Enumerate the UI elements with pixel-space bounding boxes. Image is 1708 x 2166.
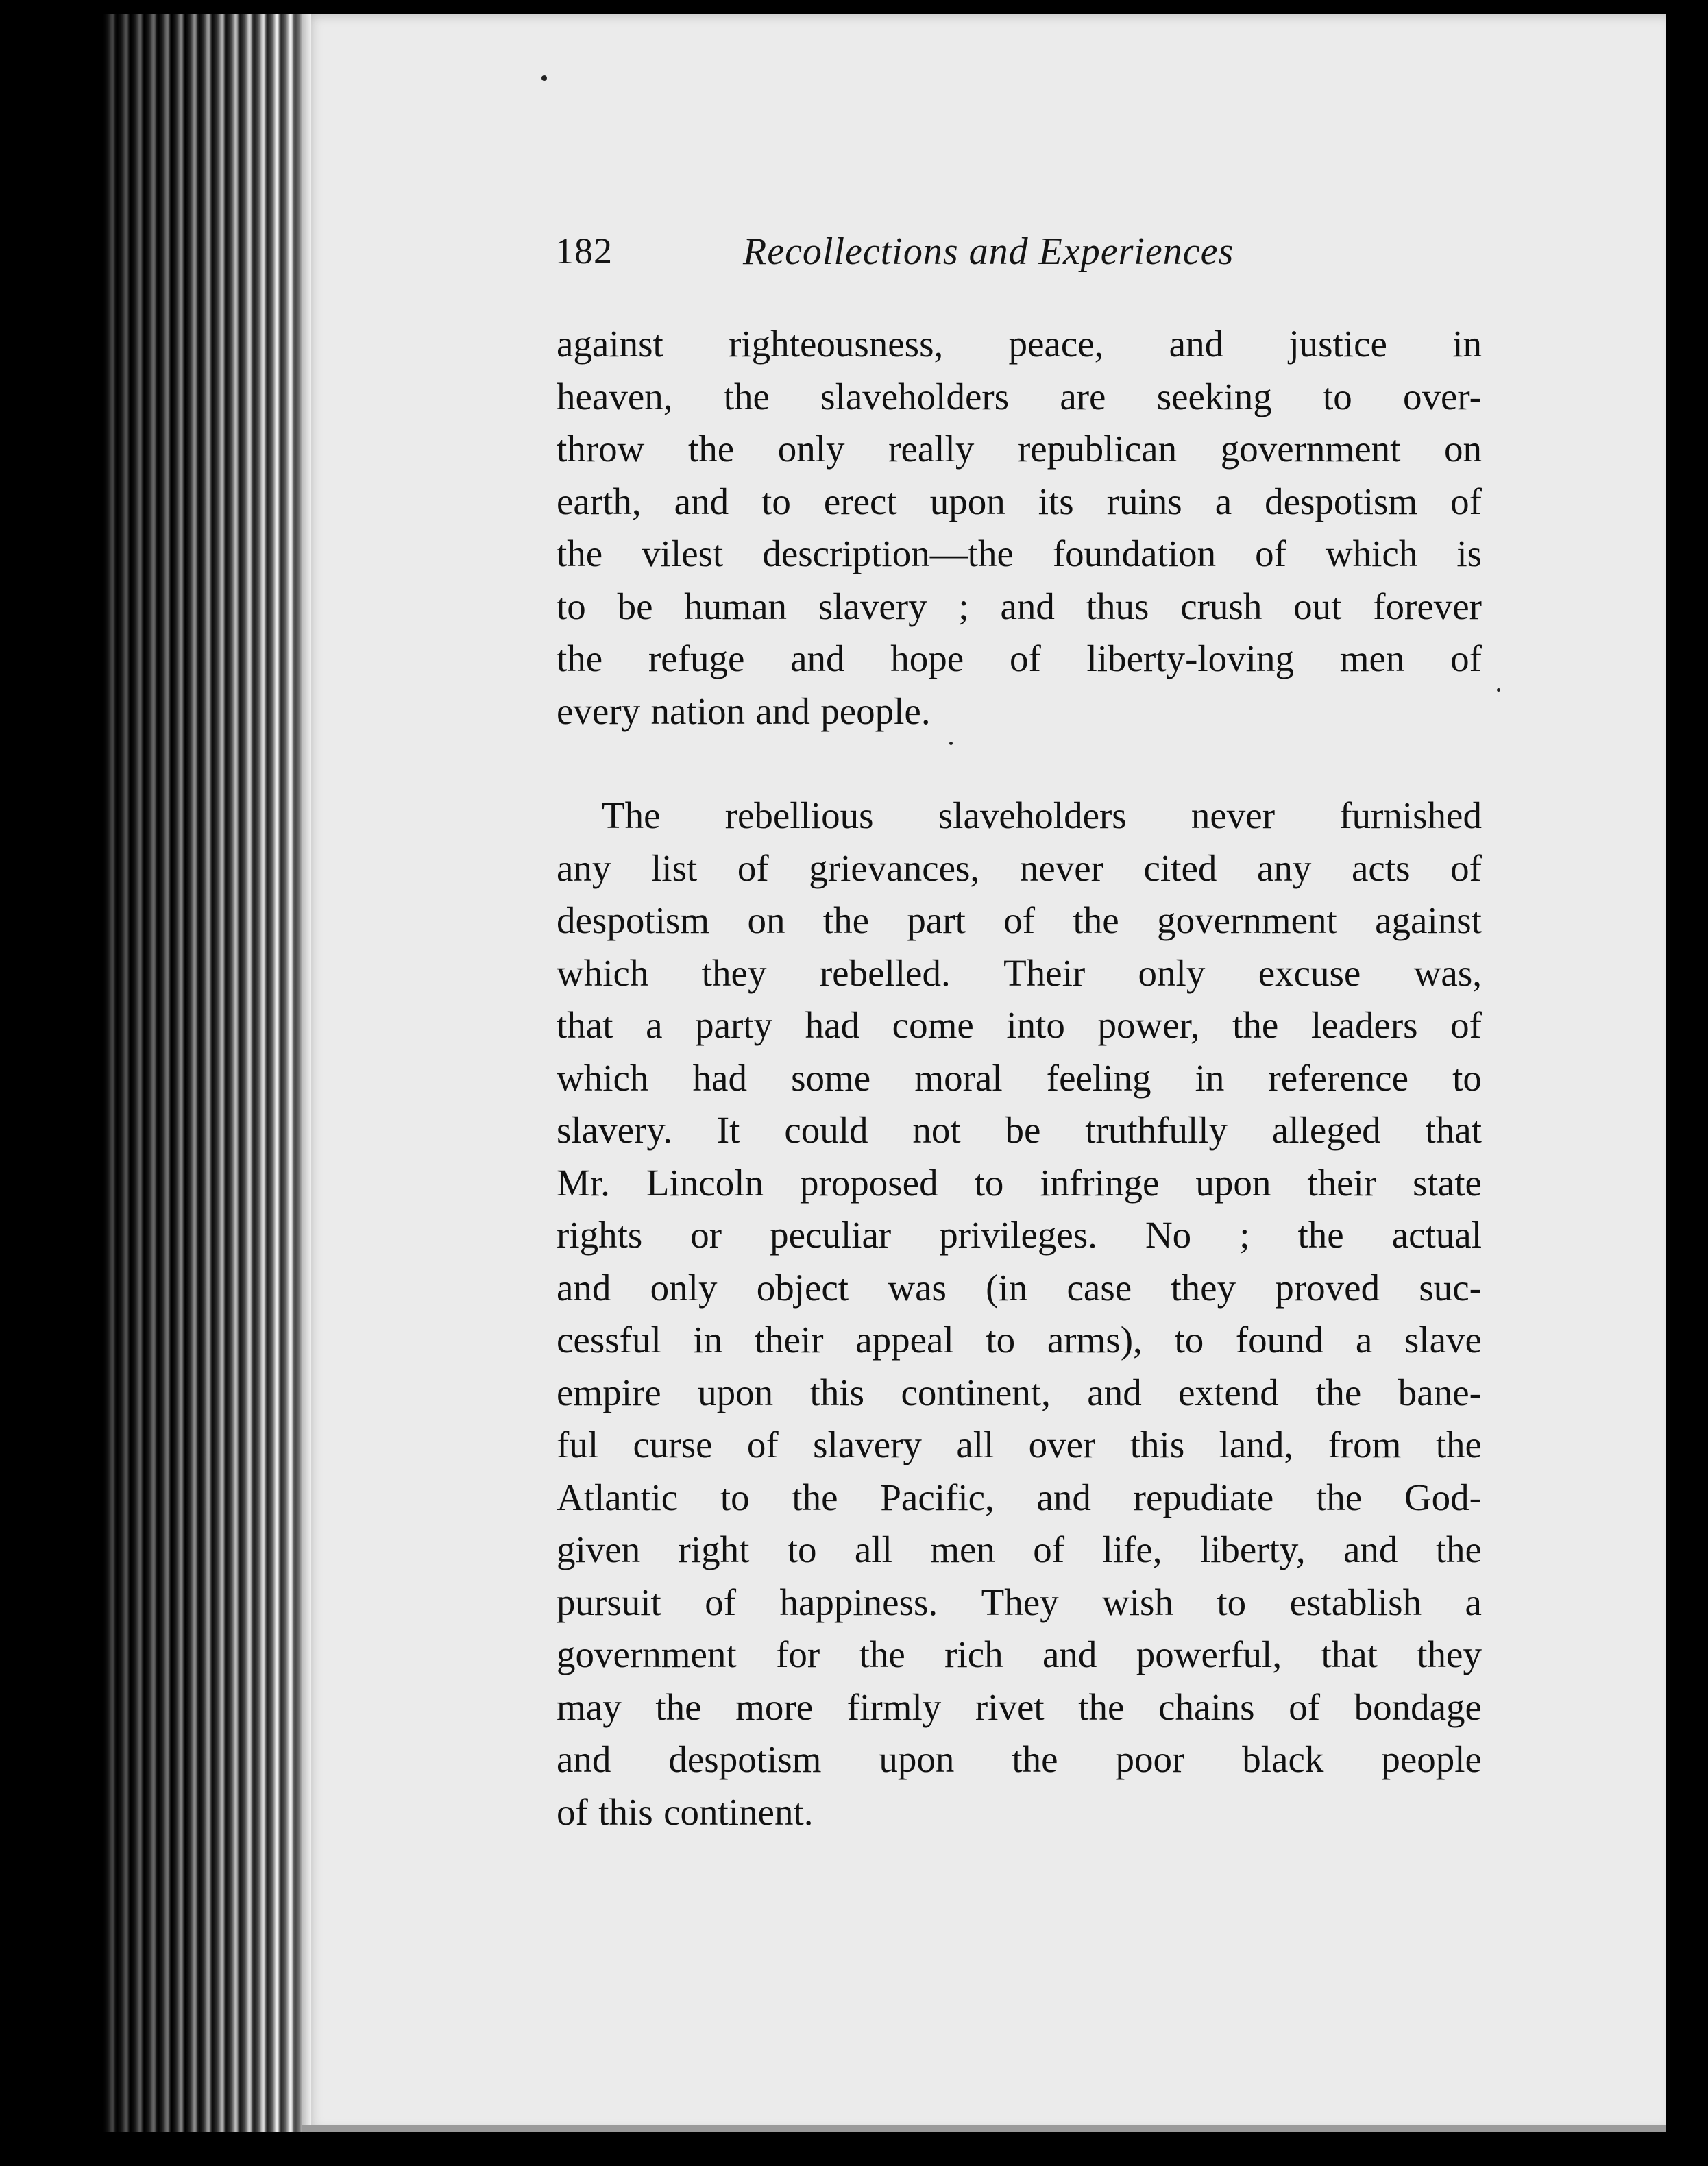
text-line: heaven, the slaveholders are seeking to over-: [557, 375, 1482, 417]
scan-speck: [541, 75, 547, 81]
running-title: Recollections and Experiences: [743, 230, 1234, 273]
text-line: the vilest description—the foundation of which is: [557, 533, 1482, 574]
body-text: [557, 318, 1482, 1838]
text-line: every nation and people.: [557, 690, 931, 732]
text-line: any list of grievances, never cited any acts of: [557, 847, 1482, 889]
text-line: given right to all men of life, liberty, and the: [557, 1529, 1482, 1570]
text-line: cessful in their appeal to arms), to found a slave: [557, 1319, 1482, 1361]
page-edges-shadow: [103, 14, 308, 2132]
page-gutter: [302, 14, 311, 2132]
text-line: The rebellious slaveholders never furnished: [602, 794, 1482, 836]
text-line: to be human slavery ; and thus crush out forever: [557, 585, 1482, 627]
text-line: pursuit of happiness. They wish to establish a: [557, 1581, 1482, 1623]
text-line: of this continent.: [557, 1790, 814, 1833]
text-line: that a party had come into power, the leaders of: [557, 1004, 1482, 1046]
paragraph: [557, 318, 1482, 738]
text-line: throw the only really republican government on: [557, 428, 1482, 470]
scan-speck: [949, 742, 953, 745]
paragraph: [557, 790, 1482, 1838]
text-line: empire upon this continent, and extend the bane-: [557, 1371, 1482, 1413]
text-line: and only object was (in case they proved suc-: [557, 1266, 1482, 1309]
text-line: earth, and to erect upon its ruins a despotism of: [557, 480, 1482, 522]
text-line: against righteousness, peace, and justice in: [557, 323, 1482, 365]
page-number: 182: [555, 230, 613, 271]
text-line: Atlantic to the Pacific, and repudiate the God-: [557, 1476, 1482, 1518]
text-line: slavery. It could not be truthfully alleged that: [557, 1109, 1482, 1151]
page-bottom-edge: [302, 2125, 1666, 2132]
text-line: may the more firmly rivet the chains of bondage: [557, 1686, 1482, 1728]
scan-speck: [1497, 688, 1500, 692]
text-line: ful curse of slavery all over this land, from the: [557, 1424, 1482, 1465]
text-line: which had some moral feeling in reference to: [557, 1056, 1482, 1099]
text-line: government for the rich and powerful, that they: [557, 1633, 1482, 1675]
text-line: rights or peculiar privileges. No ; the actual: [557, 1214, 1482, 1256]
text-line: Mr. Lincoln proposed to infringe upon their state: [557, 1161, 1482, 1204]
text-line: and despotism upon the poor black people: [557, 1738, 1482, 1780]
scan-border: [1666, 14, 1708, 2152]
text-line: despotism on the part of the government against: [557, 899, 1482, 941]
paragraph-gap: [557, 738, 1482, 790]
running-head: [555, 230, 1501, 284]
text-line: the refuge and hope of liberty-loving men of: [557, 637, 1482, 679]
text-line: which they rebelled. Their only excuse was,: [557, 951, 1482, 994]
